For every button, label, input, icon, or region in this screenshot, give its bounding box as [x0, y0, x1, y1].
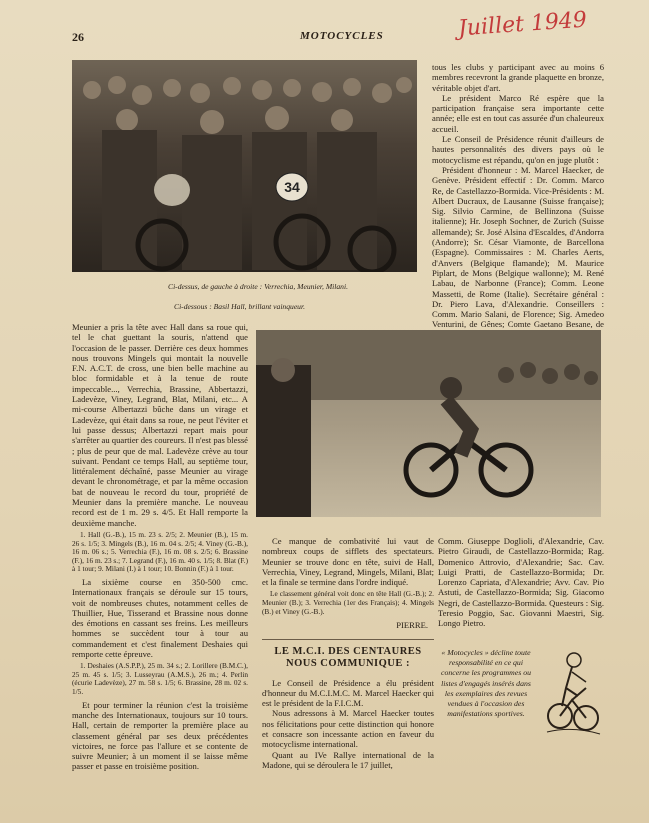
paragraph: Comm. Giuseppe Doglioli, d'Alexandrie, Cav. Pietro Giraudi, de Castellazzo-Bormida; Rag. Domenico Attrovio, d'Alexandrie; Sac. Cav. Luigi Pratti, de Castellazzo-Bormida; Dr. Lorenzo Capriata, d'Alexandrie; Avv. Cav. Pio Astuti, de Castellazzo-Bormida; Sig. Giacomo Negri, de Castellazzo-Bormida. Questeurs : Sig. Teresio Poggio, Sac. Giovanni Maestri, Sig. Longo Pietro. — [438, 536, 604, 629]
divider — [262, 639, 434, 640]
article-right-column-bottom — [438, 536, 604, 629]
photo-caption-bottom: Ci-dessous : Basil Hall, brillant vainqueur. — [174, 302, 305, 311]
photo-rider-image — [256, 330, 601, 517]
paragraph: Ce manque de combativité lui vaut de nombreux coups de sifflets des spectateurs. Meunier se trouve donc en tête, suivi de Hall, Verrechia, Viney, Legrand, Mingels, Milani, Blat; et la finale se termine dans l'ordre indiqué. — [262, 536, 434, 588]
paragraph: Le Conseil de Présidence réunit d'ailleurs de hautes personnalités des divers pays où le motocyclisme est répandu, qu'on en juge plutôt : — [432, 134, 604, 165]
article-right-column-top — [432, 62, 604, 340]
results-list: 1. Deshaies (A.S.P.P.), 25 m. 34 s.; 2. Lorillere (B.M.C.), 25 m. 45 s. 1/5; 3. Lusseyrau (A.M.S.), 26 m.; 4. Perlin (écurie Ladevèze), 27 m. 58 s. 1/5; 6. Brassine, 28 m. 02 s. 1/5. — [72, 661, 248, 697]
motorcycle-rider-illustration — [542, 648, 602, 738]
article-middle-column — [262, 536, 434, 770]
section-heading: LE M.C.I. DES CENTAURES NOUS COMMUNIQUE : — [274, 645, 422, 669]
page-number: 26 — [72, 30, 84, 44]
notice-text: « Motocycles » décline toute responsabilité en ce qui concerne les programmes ou listes d'engagés insérés dans les exemplaires des revues vendues à l'occasion des manifestations sportives. — [440, 648, 531, 719]
author-signature: PIERRE. — [396, 620, 428, 631]
photo-riders-group — [72, 60, 417, 272]
race-number-plate: 34 — [284, 179, 300, 195]
paragraph: Le Conseil de Présidence a élu président d'honneur du M.C.I.M.C. M. Marcel Haecker qui est le président de la F.I.C.M. — [262, 677, 434, 709]
paragraph: Et pour terminer la réunion c'est la troisième manche des Internationaux, toujours sur 10 tours. Hall, certain de remporter la première place au classement général par ses deux précédentes victoires, ne force pas l'allure et se contente de suivre Meunier; à un moment il se laisse même passer et passe en troisième position. — [72, 699, 248, 772]
paragraph: La sixième course en 350-500 cmc. Internationaux français se déroule sur 15 tours, voit de nombreuses chutes, notamment celles de Thuillier, Hue, Tisserand et Brassine nous donne des émotions en cassant ses freins. Les meilleurs hommes se succèdent tour à tour au commandement et c'est finalement Deshaies qui remporte cette épreuve. — [72, 576, 248, 659]
paragraph: Président d'honneur : M. Marcel Haecker, de Genève. Président effectif : Dr. Comm. Marco Re, de Castellazzo-Bormida. Vice-Présidents : M. Albert Ducraux, de Lausanne (Suisse française); Sig. Silvio Carmine, de Bellinzona (Suisse italienne); Hr. Joseph Sochner, de Zurich (Suisse allemande); Sr. José Alsina d'Escaldes, d'Andorra (Andorre); Sr. César Viamonte, de Barcellona (Espagne). Commissaires : M. Charles Aerts, d'Anvers (Belgique flamande); M. Maurice Piplart, de Mons (Belgique wallonne); M. René Labau, de Narbonne (France); Comm. Leone Massetti, de Rome (Italie). Secrétaire général : Dr. Piero Lava, d'Alexandrie. Conseillers : Comm. Mario Salani, de Florence; Sig. Amedeo Venturini, de Gênes; Comte Gaetano Besane, de — [432, 164, 604, 330]
paragraph: tous les clubs y participant avec au moins 6 membres recevront la grande plaquette en bronze, véritable objet d'art. — [432, 62, 604, 93]
paragraph: Le président Marco Ré espère que la participation française sera importante cette année; elle est en tout cas assurée d'un chaleureux accueil. — [432, 92, 604, 134]
photo-caption-top: Ci-dessus, de gauche à droite : Verrechia, Meunier, Milani. — [168, 282, 348, 291]
handwritten-date: Juillet 1949 — [457, 7, 588, 42]
notice-box — [438, 640, 604, 750]
paragraph: Nous adressons à M. Marcel Haecker toutes nos félicitations pour cette distinction qui honore et consacre son incessante action en faveur du motocyclisme international. — [262, 708, 434, 750]
magazine-title: MOTOCYCLES — [300, 30, 384, 42]
results-list: 1. Hall (G.-B.), 15 m. 23 s. 2/5; 2. Meunier (B.), 15 m. 26 s. 1/5; 3. Mingels (B.), 16 m. 04 s. 2/5; 4. Viney (G.-B.), 16 m. 06 s.; 5. Verrechia (F.), 16 m. 08 s. 2/5; 6. Brassine (F.), 16 m. 23 s.; 7. Legrand (F.), 16 m. 40 s. 1/5; 8. Blat (F.) à 1 tour; 9. Milani (I.) à 1 tour; 10. Bonnin (F.) à 1 tour. — [72, 529, 248, 574]
photo-basil-hall — [256, 330, 601, 517]
paragraph: Meunier a pris la tête avec Hall dans sa roue qui, tel le chat guettant la souris, n'attend que l'occasion de le passer. Derrière ces deux hommes nous trouvons Mingels qui montait la nouvelle F.N. A.C.T. de cross, une bien belle machine au bloc formidable et à la tenue de route impeccable..., Verrechia, Brassine, Abbertazzi, Ladevèze, Viney, Legrand, Blat, Milani, etc... A mi-course Albertazzi bûche dans un virage et Ladevèze, qui était dans sa roue, ne peut l'éviter et lui passe dessus; Albertazzi repart mais pour s'arrêter au quartier des coureurs. Il n'est pas blessé ; plus de peur que de mal. Ladevèze crève au tour suivant. Pendant ce temps Hall, au septième tour, littéralement déchaîné, passe Meunier au virage devant le chronométrage, et par la même occasion bat de nouveau le record du tour, propriété de Meunier dans la première manche. Le nouveau record est de 1 m. 29 s. 4/5. Et Hall remporte la deuxième manche. — [72, 322, 248, 528]
paragraph: Quant au IVe Rallye international de la Madone, qui se déroulera le 17 juillet, — [262, 749, 434, 770]
photo-riders-image — [72, 60, 417, 272]
results-list: Le classement général voit donc en tête Hall (G.-B.); 2. Meunier (B.); 3. Verrechia (1er des Français); 4. Mingels (B.) et Viney (G.-B.). — [262, 589, 434, 616]
article-left-column — [72, 322, 248, 772]
